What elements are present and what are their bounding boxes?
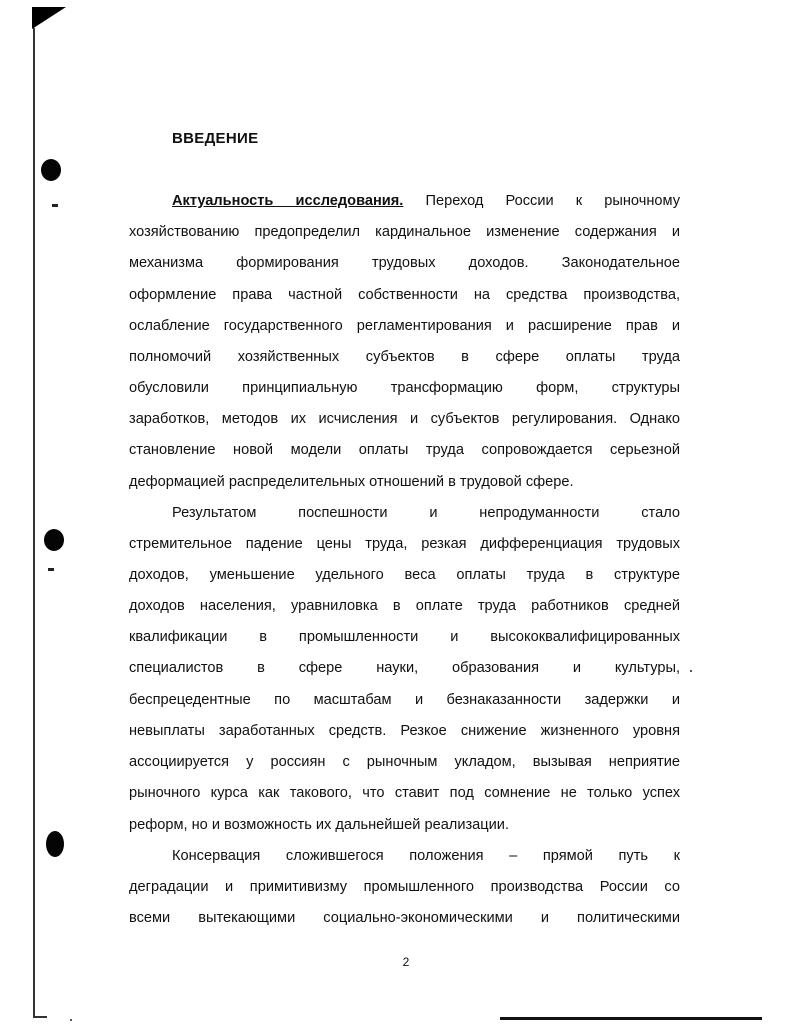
text-line: становление новой модели оплаты труда сопровождается серьезной <box>129 442 680 458</box>
punch-hole-top <box>41 159 61 181</box>
text-line: оформление права частной собственности на средства производства, <box>129 287 680 303</box>
punch-hole-middle <box>44 529 64 551</box>
paragraph-2-first-line: Результатом поспешности и непродуманности стало <box>172 505 680 521</box>
text-line: реформ, но и возможность их дальнейшей реализации. <box>129 817 510 833</box>
scan-corner-mark <box>32 7 66 29</box>
text-line: рыночного курса как такового, что ставит под сомнение не только успех <box>129 785 680 801</box>
text-line: квалификации в промышленности и высококвалифицированных <box>129 629 680 645</box>
text-line: невыплаты заработанных средств. Резкое снижение жизненного уровня <box>129 723 680 739</box>
scan-edge-line <box>33 28 35 1018</box>
text-line: заработков, методов их исчисления и субъектов регулирования. Однако <box>129 411 680 427</box>
text-line: деградации и примитивизму промышленного производства России со <box>129 879 680 895</box>
scan-bottom-line <box>500 1017 762 1020</box>
section-heading: ВВЕДЕНИЕ <box>172 130 259 147</box>
text-line: доходов, уменьшение удельного веса оплаты труда в структуре <box>129 567 680 583</box>
paragraph-lead-term: Актуальность исследования. <box>172 193 404 209</box>
text-line: обусловили принципиальную трансформацию форм, структуры <box>129 380 680 396</box>
text-line: ассоциируется у россиян с рыночным укладом, вызывая неприятие <box>129 754 680 770</box>
text-line: всеми вытекающими социально-экономическими и политическими <box>129 910 680 926</box>
punch-hole-bottom <box>46 831 64 857</box>
scan-speck <box>70 1019 72 1021</box>
text-line: стремительное падение цены труда, резкая дифференциация трудовых <box>129 536 680 552</box>
paragraph-1-first-line <box>172 190 680 212</box>
text-line: деформацией распределительных отношений в трудовой сфере. <box>129 474 574 490</box>
punch-mark-top <box>52 204 58 207</box>
text-line: механизма формирования трудовых доходов. Законодательное <box>129 255 680 271</box>
text-line: хозяйствованию предопределил кардинальное изменение содержания и <box>129 224 680 240</box>
paragraph-3-first-line: Консервация сложившегося положения – прямой путь к <box>172 848 680 864</box>
scan-speck <box>690 670 692 672</box>
text-line: полномочий хозяйственных субъектов в сфере оплаты труда <box>129 349 680 365</box>
text-line: ослабление государственного регламентирования и расширение прав и <box>129 318 680 334</box>
page-number: 2 <box>402 955 410 969</box>
text-line: доходов населения, уравниловка в оплате труда работников средней <box>129 598 680 614</box>
punch-mark-middle <box>48 568 54 571</box>
text-line: беспрецедентные по масштабам и безнаказанности задержки и <box>129 692 680 708</box>
text-line: специалистов в сфере науки, образования и культуры, <box>129 660 680 676</box>
scan-edge-bottom <box>33 1016 47 1018</box>
paragraph-lead-rest: Переход России к рыночному <box>403 193 681 209</box>
